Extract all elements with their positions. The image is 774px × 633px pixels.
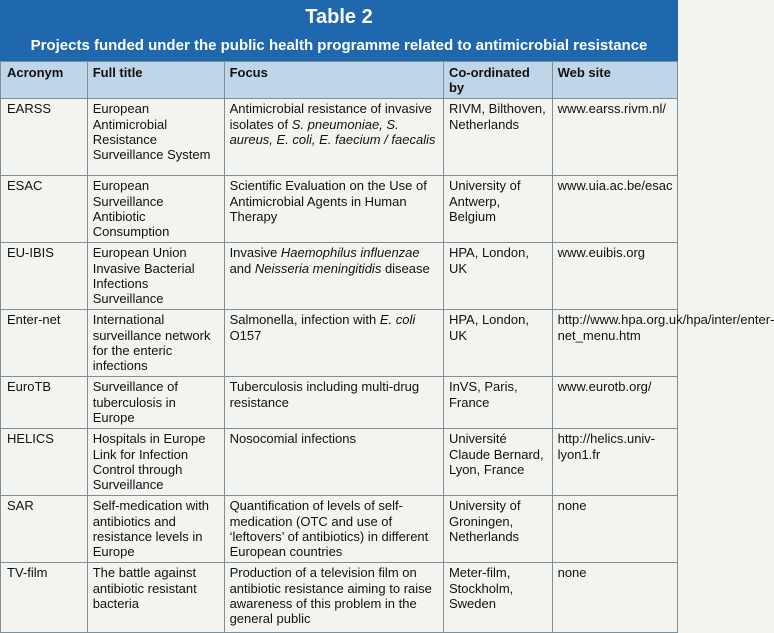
focus-text: Scientific Evaluation on the Use of Antimicrobial Agents in Human Therapy [229,178,427,224]
table-body [1,99,774,633]
cell-full-title: The battle against antibiotic resistant bacteria [87,563,224,633]
table-row [1,176,678,243]
table-row [1,563,678,633]
cell-web-site: http://www.hpa.org.uk/hpa/inter/enter-net_menu.htm [552,310,677,377]
cell-acronym: HELICS [1,429,88,496]
focus-text: Quantification of levels of self-medication (OTC and use of ‘leftovers’ of antibiotics) in different European countries [229,498,429,560]
cell-focus [224,176,443,243]
table-subtitle: Projects funded under the public health programme related to antimicrobial resistance [30,37,648,54]
table-row [1,243,678,310]
focus-text: Salmonella, infection with [229,312,380,328]
focus-text-italic: Neisseria meningitidis [254,260,382,276]
cell-focus [224,243,443,310]
cell-acronym: EU-IBIS [1,243,88,310]
column-header-full-title: Full title [87,62,224,99]
focus-text-italic: Haemophilus influenzae [280,245,420,261]
cell-coordinated-by: HPA, London, UK [443,310,552,377]
cell-focus [224,429,443,496]
table-row [1,377,678,429]
cell-web-site: http://helics.univ-lyon1.fr [552,429,677,496]
focus-text: Invasive [229,245,281,261]
focus-text: disease [381,260,430,276]
cell-full-title: European Antimicrobial Resistance Surveillance System [87,99,224,176]
focus-text-italic: E. coli [379,312,416,328]
cell-acronym: TV-film [1,563,88,633]
cell-web-site: www.euibis.org [552,243,677,310]
header-row [1,62,678,99]
cell-coordinated-by: InVS, Paris, France [443,377,552,429]
table-row [1,310,678,377]
cell-focus [224,377,443,429]
cell-acronym: ESAC [1,176,88,243]
cell-web-site: www.earss.rivm.nl/ [552,99,677,176]
cell-web-site: www.uia.ac.be/esac [552,176,677,243]
cell-acronym: SAR [1,496,88,563]
cell-focus [224,99,443,176]
focus-text: Nosocomial infections [229,431,357,447]
cell-full-title: European Surveillance Antibiotic Consumption [87,176,224,243]
focus-text: Antimicrobial resistance of invasive isolates of [229,101,432,132]
column-header-acronym: Acronym [1,62,88,99]
focus-text: and [229,260,255,276]
column-header-web-site: Web site [552,62,677,99]
cell-coordinated-by: University of Groningen, Netherlands [443,496,552,563]
table-head [1,62,678,99]
cell-coordinated-by: HPA, London, UK [443,243,552,310]
column-header-focus: Focus [224,62,443,99]
table-row [1,429,678,496]
focus-text: O157 [229,327,262,343]
focus-text: Tuberculosis including multi-drug resistance [229,379,420,410]
cell-acronym: EARSS [1,99,88,176]
cell-acronym: Enter-net [1,310,88,377]
cell-web-site: none [552,496,677,563]
cell-coordinated-by: Meter-film, Stockholm, Sweden [443,563,552,633]
cell-coordinated-by: University of Antwerp, Belgium [443,176,552,243]
cell-full-title: Hospitals in Europe Link for Infection Control through Surveillance [87,429,224,496]
cell-web-site: none [552,563,677,633]
table-title: Table 2 [305,6,373,28]
cell-full-title: Self-medication with antibiotics and resistance levels in Europe [87,496,224,563]
column-header-coordinated-by: Co-ordinated by [443,62,552,99]
cell-acronym: EuroTB [1,377,88,429]
cell-coordinated-by: Université Claude Bernard, Lyon, France [443,429,552,496]
cell-focus [224,563,443,633]
cell-full-title: European Union Invasive Bacterial Infections Surveillance [87,243,224,310]
cell-coordinated-by: RIVM, Bilthoven, Netherlands [443,99,552,176]
cell-focus [224,310,443,377]
cell-web-site: www.eurotb.org/ [552,377,677,429]
cell-full-title: Surveillance of tuberculosis in Europe [87,377,224,429]
table-row [1,99,678,176]
cell-focus [224,496,443,563]
projects-table [0,61,774,633]
focus-text-italic: S. pneumoniae, S. aureus, E. coli, E. faecium / faecalis [229,116,436,147]
cell-full-title: International surveillance network for the enteric infections [87,310,224,377]
table-header [0,0,678,61]
table-row [1,496,678,563]
focus-text: Production of a television film on antibiotic resistance aiming to raise awareness of this problem in the general public [229,565,432,627]
